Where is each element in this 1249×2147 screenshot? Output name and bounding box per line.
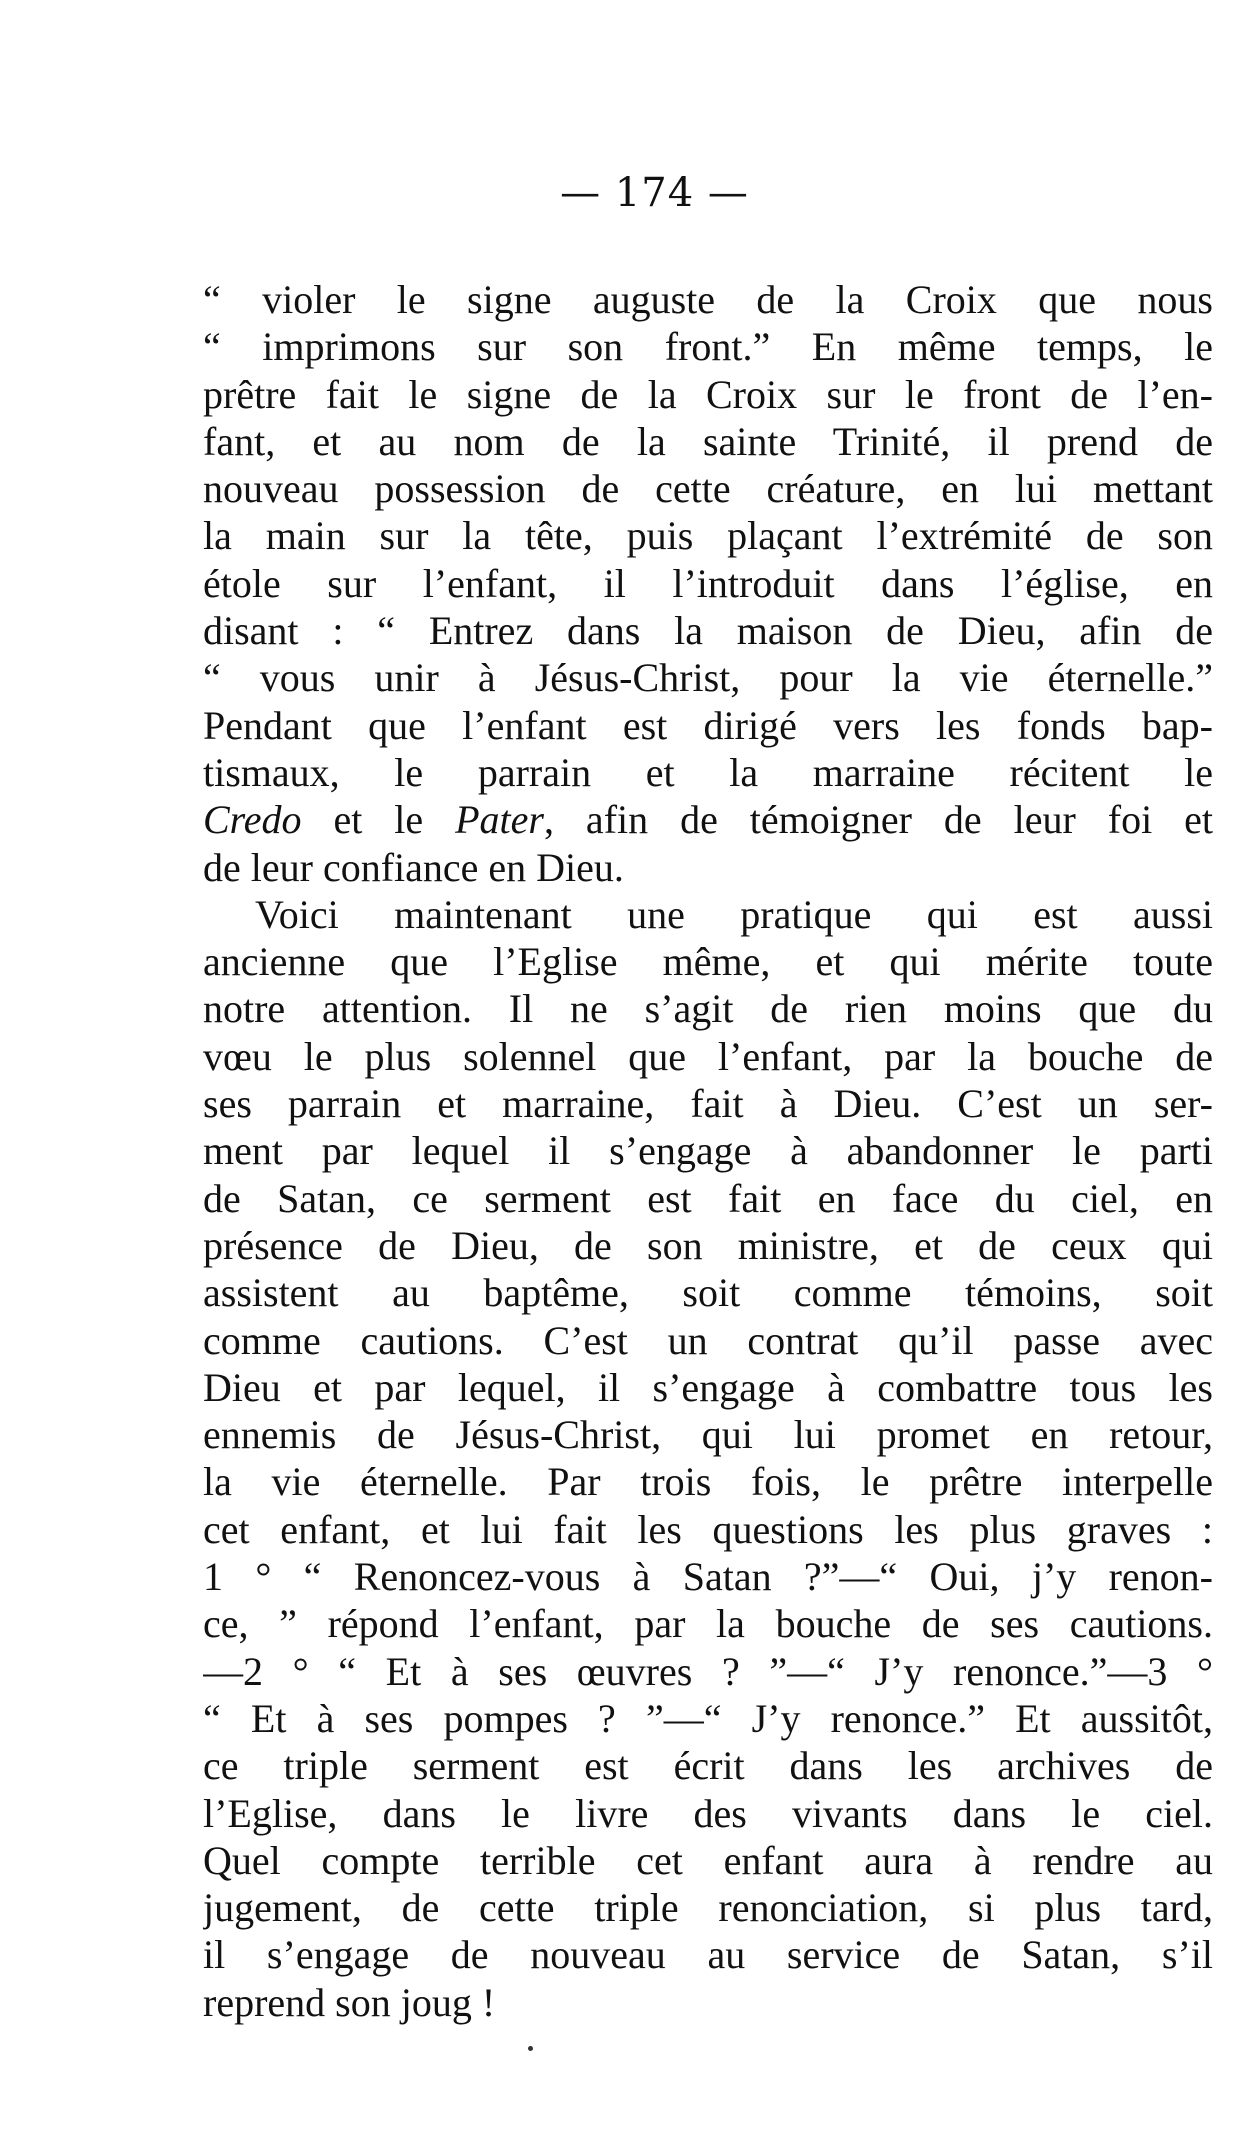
body-text bbox=[203, 276, 1213, 2026]
text-line: ancienne que l’Eglise même, et qui mérite toute bbox=[203, 939, 1213, 985]
text-line: la vie éternelle. Par trois fois, le prêtre interpelle bbox=[203, 1459, 1213, 1505]
text-line: prêtre fait le signe de la Croix sur le front de l’en- bbox=[203, 371, 1213, 417]
text-line: 1 ° “ Renoncez-vous à Satan ?”—“ Oui, j’y renon- bbox=[203, 1554, 1213, 1600]
text-line: il s’engage de nouveau au service de Satan, s’il bbox=[203, 1932, 1213, 1978]
text-line: nouveau possession de cette créature, en lui mettant bbox=[203, 466, 1213, 512]
text-line: Quel compte terrible cet enfant aura à rendre au bbox=[203, 1837, 1213, 1883]
text-line: notre attention. Il ne s’agit de rien moins que du bbox=[203, 986, 1213, 1032]
text-line: “ Et à ses pompes ? ”—“ J’y renonce.” Et aussitôt, bbox=[203, 1695, 1213, 1741]
text-line: Pendant que l’enfant est dirigé vers les fonds bap- bbox=[203, 702, 1213, 748]
text-line: vœu le plus solennel que l’enfant, par la bouche de bbox=[203, 1033, 1213, 1079]
text-line: ce triple serment est écrit dans les archives de bbox=[203, 1743, 1213, 1789]
text-line: ce, ” répond l’enfant, par la bouche de ses cautions. bbox=[203, 1601, 1213, 1647]
text-line: étole sur l’enfant, il l’introduit dans l’église, en bbox=[203, 560, 1213, 606]
text-line: l’Eglise, dans le livre des vivants dans le ciel. bbox=[203, 1790, 1213, 1836]
text-line: Dieu et par lequel, il s’engage à combattre tous les bbox=[203, 1364, 1213, 1410]
text-line: disant : “ Entrez dans la maison de Dieu, afin de bbox=[203, 608, 1213, 654]
text-line: ses parrain et marraine, fait à Dieu. C’est un ser- bbox=[203, 1081, 1213, 1127]
stray-dot-mark bbox=[528, 2046, 533, 2051]
text-line: Voici maintenant une pratique qui est aussi bbox=[255, 891, 1213, 937]
text-line: reprend son joug ! bbox=[203, 1979, 496, 2025]
text-line: cet enfant, et lui fait les questions les plus graves : bbox=[203, 1506, 1213, 1552]
text-line: “ vous unir à Jésus-Christ, pour la vie éternelle.” bbox=[203, 655, 1213, 701]
text-line: la main sur la tête, puis plaçant l’extrémité de son bbox=[203, 513, 1213, 559]
text-line: comme cautions. C’est un contrat qu’il passe avec bbox=[203, 1317, 1213, 1363]
text-line: —2 ° “ Et à ses œuvres ? ”—“ J’y renonce.”—3 ° bbox=[203, 1648, 1213, 1694]
text-line: tismaux, le parrain et la marraine récitent le bbox=[203, 749, 1213, 795]
text-line: “ violer le signe auguste de la Croix que nous bbox=[203, 277, 1213, 322]
text-line: “ imprimons sur son front.” En même temps, le bbox=[203, 324, 1213, 370]
text-line: de leur confiance en Dieu. bbox=[203, 844, 624, 890]
text-line: jugement, de cette triple renonciation, si plus tard, bbox=[203, 1885, 1213, 1931]
text-line: ment par lequel il s’engage à abandonner le parti bbox=[203, 1128, 1213, 1174]
text-line: assistent au baptême, soit comme témoins, soit bbox=[203, 1270, 1213, 1316]
page-number: — 174 — bbox=[560, 170, 749, 216]
text-line: fant, et au nom de la sainte Trinité, il prend de bbox=[203, 418, 1213, 464]
text-line: Credo et le Pater, afin de témoigner de leur foi et bbox=[203, 797, 1213, 843]
text-line: présence de Dieu, de son ministre, et de ceux qui bbox=[203, 1222, 1213, 1268]
text-line: de Satan, ce serment est fait en face du ciel, en bbox=[203, 1175, 1213, 1221]
text-line: ennemis de Jésus-Christ, qui lui promet en retour, bbox=[203, 1412, 1213, 1458]
